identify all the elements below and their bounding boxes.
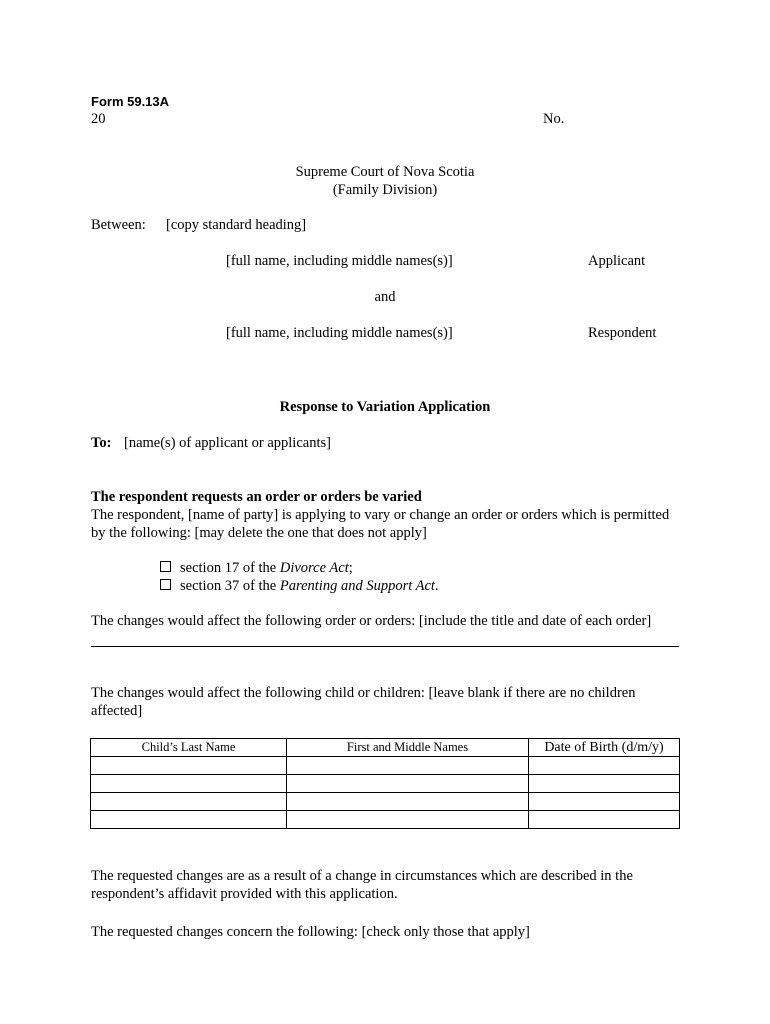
- table-cell[interactable]: [529, 757, 680, 775]
- heading-note: [copy standard heading]: [166, 217, 307, 233]
- table-cell[interactable]: [287, 775, 529, 793]
- respondent-role: Respondent: [588, 325, 657, 341]
- option-parenting-support-act[interactable]: [160, 577, 439, 595]
- act-name: Parenting and Support Act: [279, 578, 435, 594]
- option-divorce-act[interactable]: [160, 559, 353, 577]
- applicant-name: [full name, including middle names(s)]: [226, 253, 453, 269]
- table-cell[interactable]: [91, 757, 287, 775]
- table-row: [91, 793, 680, 811]
- column-header-date-of-birth: Date of Birth (d/m/y): [529, 739, 680, 757]
- children-text: The changes would affect the following child or children: [leave blank if there are no children affected]: [91, 685, 636, 719]
- form-number: Form 59.13A: [91, 94, 170, 109]
- option-suffix: .: [434, 578, 439, 594]
- file-number-label: No.: [543, 111, 565, 127]
- table-row: [91, 775, 680, 793]
- table-cell[interactable]: [91, 811, 287, 829]
- table-cell[interactable]: [287, 811, 529, 829]
- table-cell[interactable]: [91, 775, 287, 793]
- respondent-name: [full name, including middle names(s)]: [226, 325, 453, 341]
- children-table: [90, 738, 680, 829]
- table-row: [91, 811, 680, 829]
- option-suffix: ;: [348, 560, 353, 576]
- column-header-last-name: Child’s Last Name: [91, 739, 287, 757]
- to-label: To:: [91, 435, 112, 451]
- concern-text: The requested changes concern the following: [check only those that apply]: [91, 924, 530, 940]
- table-cell[interactable]: [287, 757, 529, 775]
- table-cell[interactable]: [529, 793, 680, 811]
- court-name: Supreme Court of Nova Scotia: [295, 164, 475, 180]
- table-cell[interactable]: [91, 793, 287, 811]
- year-field: 20: [91, 111, 106, 127]
- court-division: (Family Division): [332, 182, 438, 198]
- table-cell[interactable]: [529, 811, 680, 829]
- orders-fill-line[interactable]: [91, 646, 679, 647]
- request-intro: The respondent, [name of party] is applying to vary or change an order or orders which is permitted by the following: [may delete the one that does not apply]: [91, 507, 670, 541]
- option-prefix: section 37 of the: [180, 578, 280, 594]
- checkbox-icon[interactable]: [160, 561, 171, 572]
- circumstances-text: The requested changes are as a result of a change in circumstances which are described in the respondent’s affidavit provided with this application.: [91, 868, 633, 902]
- column-header-first-names: First and Middle Names: [287, 739, 529, 757]
- checkbox-icon[interactable]: [160, 579, 171, 590]
- request-heading: The respondent requests an order or orders be varied: [91, 489, 422, 505]
- option-prefix: section 17 of the: [180, 560, 280, 576]
- table-header-row: [91, 739, 680, 757]
- between-label: Between:: [91, 217, 146, 233]
- act-name: Divorce Act: [279, 560, 349, 576]
- to-value: [name(s) of applicant or applicants]: [124, 435, 331, 451]
- and-separator: and: [374, 289, 396, 305]
- table-cell[interactable]: [287, 793, 529, 811]
- table-row: [91, 757, 680, 775]
- orders-text: The changes would affect the following order or orders: [include the title and date of each order]: [91, 613, 652, 629]
- table-cell[interactable]: [529, 775, 680, 793]
- applicant-role: Applicant: [588, 253, 646, 269]
- document-title: Response to Variation Application: [279, 399, 491, 415]
